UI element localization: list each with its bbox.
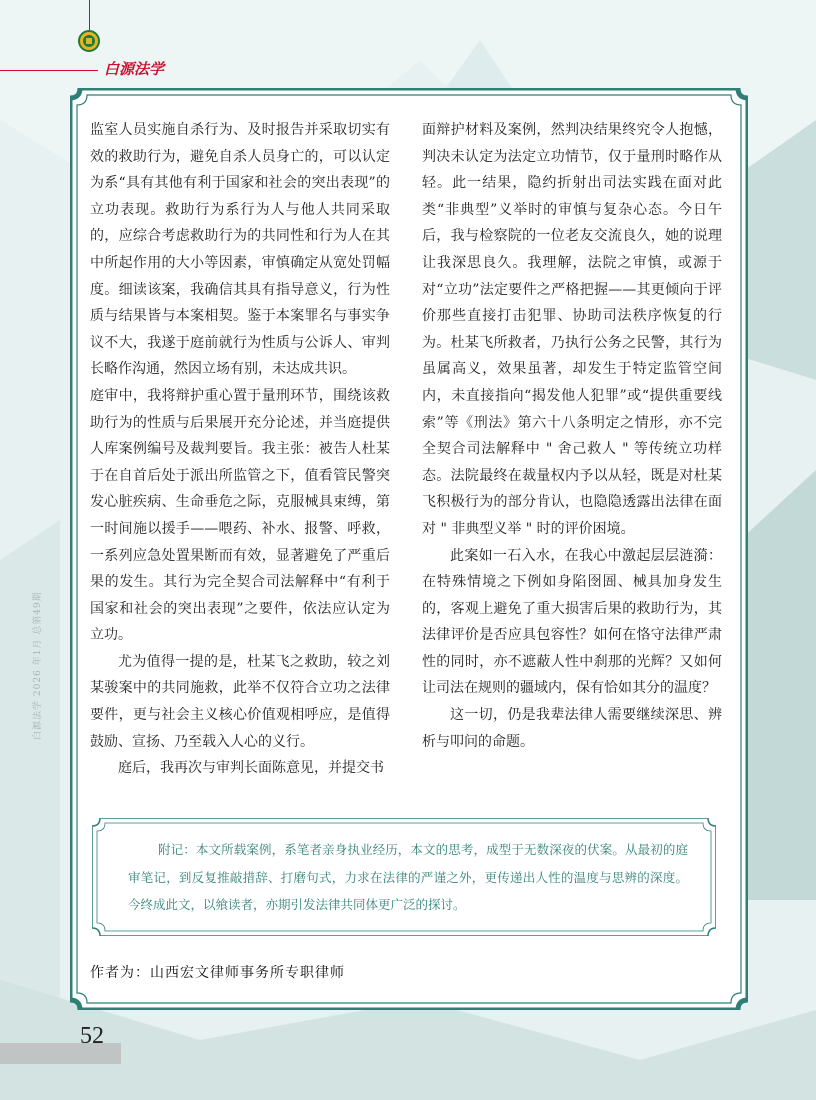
author-line: 作者为：山西宏文律师事务所专职律师 (90, 965, 345, 981)
left-paragraph-3: 尤为值得一提的是，杜某飞之救助，较之刘某骏案中的共同施救，此举不仅符合立功之法律要件，更与社会主义核心价值观相呼应，是值得鼓励、宣扬、乃至载入人心的义行。 (90, 653, 390, 750)
right-paragraph-3: 这一切，仍是我辈法律人需要继续深思、辨析与叩问的命题。 (422, 707, 722, 750)
header-red-vertical-line (89, 0, 90, 30)
left-paragraph-1: 监室人员实施自杀行为、及时报告并采取切实有效的救助行为，避免自杀人员身亡的，可以认定为系“具有其他有利于国家和社会的突出表现”的立功表现。救助行为系行为人与他人共同采取的，应综合考虑救助行为的共同性和行为人在其中所起作用的大小等因素，审慎确定从宽处罚幅度。细读该案，我确信其具有指导意义，行为性质与结果皆与本案相契。鉴于本案罪名与事实争议不大，我遂于庭前就行为性质与公诉人、审判长略作沟通，然因立场有别，未达成共识。 (90, 122, 390, 378)
postscript-paragraph: 附记：本文所载案例，系笔者亲身执业经历，本文的思考，成型于无数深夜的伏案。从最初的庭审笔记，到反复推敲措辞、打磨句式，力求在法律的严谨之外，更传递出人性的温度与思辨的深度。今终成此文，以飨读者，亦期引发法律共同体更广泛的探讨。 (128, 842, 688, 912)
right-paragraph-2: 此案如一石入水，在我心中激起层层涟漪：在特殊情境之下例如身陷囹圄、械具加身发生的，客观上避免了重大损害后果的救助行为，其法律评价是否应具包容性？如何在恪守法律严肃性的同时，亦不遮蔽人性中刹那的光辉？又如何让司法在规则的疆域内，保有恰如其分的温度？ (422, 547, 722, 697)
header-red-horizontal-line (0, 70, 98, 71)
left-paragraph-4: 庭后，我再次与审判长面陈意见，并提交书 (118, 760, 384, 777)
left-paragraph-2: 庭审中，我将辩护重心置于量刑环节，围绕该救助行为的性质与后果展开充分论述，并当庭提供人库案例编号及裁判要旨。我主张：被告人杜某于在自首后处于派出所监管之下，值看管民警突发心脏疾病、生命垂危之际，克服械具束缚，第一时间施以援手——喂药、补水、报警、呼救，一系列应急处置果断而有效，显著避免了严重后果的发生。其行为完全契合司法解释中“有利于国家和社会的突出表现”之要件，依法应认定为立功。 (90, 387, 390, 644)
right-paragraph-1: 面辩护材料及案例，然判决结果终究令人抱憾，判决未认定为法定立功情节，仅于量刑时略作从轻。此一结果，隐约折射出司法实践在面对此类“非典型”义举时的审慎与复杂心态。今日午后，我与检察院的一位老友交流良久，她的说理让我深思良久。我理解，法院之审慎，或源于对“立功”法定要件之严格把握——其更倾向于评价那些直接打击犯罪、协助司法秩序恢复的行为。杜某飞所救者，乃执行公务之民警，其行为虽属高义，效果虽著，却发生于特定监管空间内，未直接指向“揭发他人犯罪”或“提供重要线索”等《刑法》第六十八条明定之情形，亦不完全契合司法解释中 " 舍己救人 " 等传统立功样态。法院最终在裁量权内予以从轻，既是对杜某飞积极行为的部分肯认，也隐隐透露出法律在面对 " 非典型义举 " 时的评价困境。 (422, 122, 722, 537)
page-number: 52 (80, 1023, 104, 1049)
brand-title: 白源法学 (104, 60, 165, 78)
right-column (422, 117, 722, 755)
emblem-logo-icon (78, 30, 100, 52)
side-issue-caption: 白源法学 2026 年1月 总第49期 (33, 591, 43, 740)
postscript-text (128, 836, 688, 919)
left-column (90, 117, 390, 782)
